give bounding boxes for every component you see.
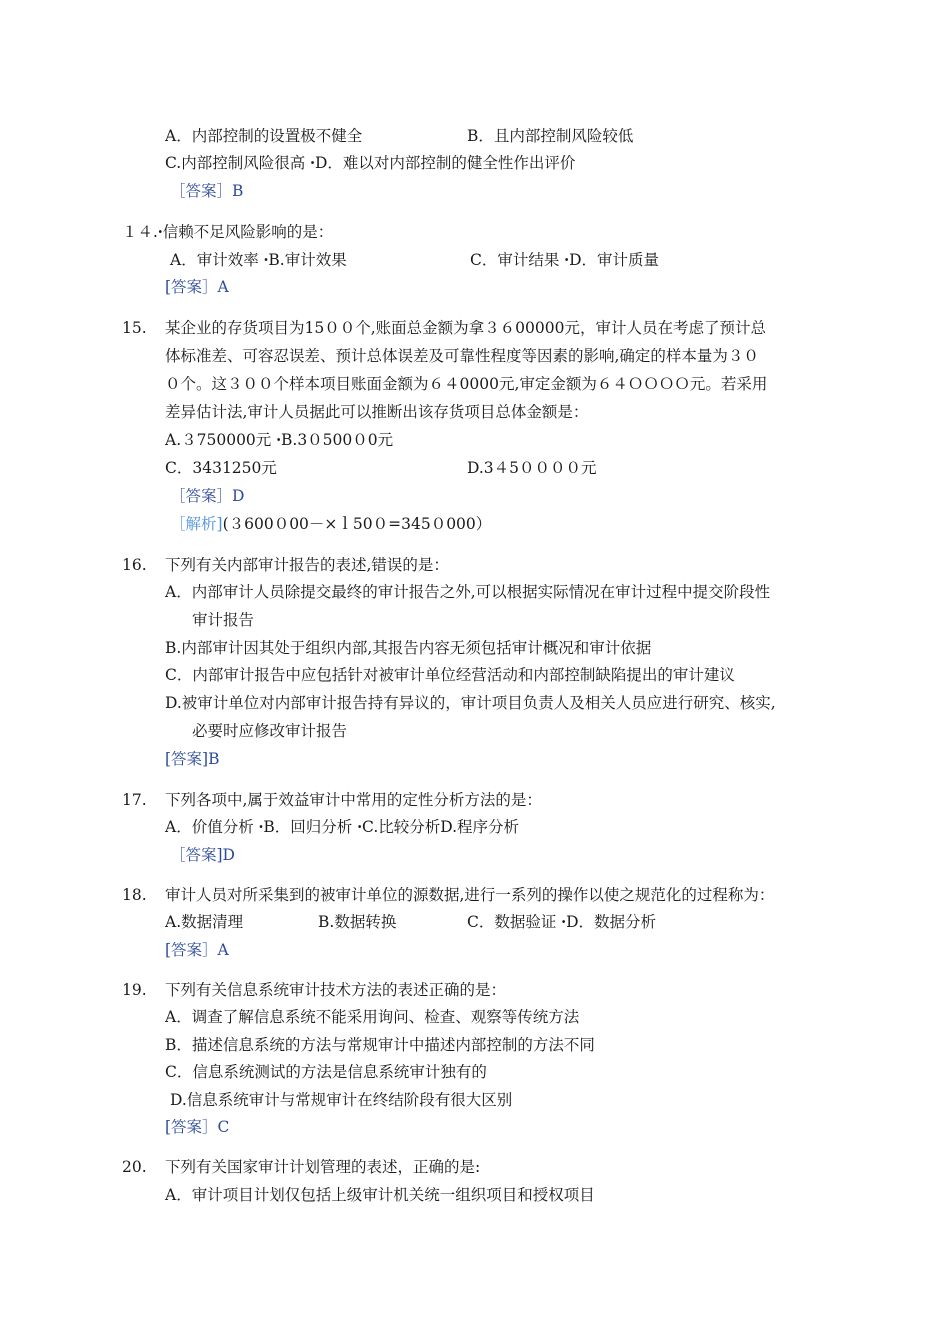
q16-option-c: C．内部审计报告中应包括针对被审计单位经营活动和内部控制缺陷提出的审计建议 [165,666,735,684]
q16-option-d-line-1: D.被审计单位对内部审计报告持有异议的，审计项目负责人及相关人员应进行研究、核实, [165,694,776,712]
q17-answer: ［答案]D [170,846,235,864]
q15-answer: ［答案］D [170,487,245,505]
q13-option-cd: C.内部控制风险很高 ꞏD．难以对内部控制的健全性作出评价 [165,154,576,172]
q16-option-b: B.内部审计因其处于组织内部,其报告内容无须包括审计概况和审计依据 [165,639,652,657]
q15-analysis [170,514,491,534]
q19-option-c: C．信息系统测试的方法是信息系统审计独有的 [165,1063,487,1081]
q16-option-a-line-2: 审计报告 [192,611,255,629]
q15-analysis-text: (３600０00－×ｌ50０=345０000） [222,515,492,533]
q15-stem-line-1: 某企业的存货项目为15００个,账面总金额为拿３６00000元，审计人员在考虑了预计总 [165,319,766,337]
q18-answer: [答案］A [165,941,229,959]
q17-stem: 下列各项中,属于效益审计中常用的定性分析方法的是： [165,791,542,809]
q14-option-ab: A．审计效率 ꞏB.审计效果 [170,251,347,269]
q15-option-d: D.3４5００００元 [467,459,597,477]
q13-option-a: A．内部控制的设置极不健全 [165,127,363,145]
q20-number: 20. [122,1158,147,1176]
q14-option-cd: C．审计结果 ꞏD．审计质量 [470,251,660,269]
q15-stem-line-3: ０个。这３００个样本项目账面金额为６４0000元,审定金额为６４ＯＯＯＯ元。若采用 [165,375,768,393]
q16-number: 16. [122,556,147,574]
q18-stem: 审计人员对所采集到的被审计单位的源数据,进行一系列的操作以使之规范化的过程称为： [165,886,775,904]
q18-option-b: B.数据转换 [318,913,397,931]
q13-answer: ［答案］B [170,182,244,200]
q15-analysis-label: ［解析] [170,515,223,533]
q15-stem-line-2: 体标准差、可容忍误差、预计总体误差及可靠性程度等因素的影响,确定的样本量为３０ [165,347,759,365]
q17-options: A．价值分析 ꞏB．回归分析 ꞏC.比较分析D.程序分析 [165,818,520,836]
q20-option-a: A．审计项目计划仅包括上级审计机关统一组织项目和授权项目 [165,1186,595,1204]
q19-option-a: A．调查了解信息系统不能采用询问、检查、观察等传统方法 [165,1008,580,1026]
q19-number: 19. [122,981,147,999]
q15-stem-line-4: 差异估计法,审计人员据此可以推断出该存货项目总体金额是： [165,403,589,421]
q14-answer: [答案］A [165,278,229,296]
q13-option-b: B．且内部控制风险较低 [467,127,634,145]
q18-number: 18. [122,886,147,904]
q19-option-b: B．描述信息系统的方法与常规审计中描述内部控制的方法不同 [165,1036,595,1054]
q20-stem: 下列有关国家审计计划管理的表述，正确的是: [165,1158,481,1176]
q16-option-d-line-2: 必要时应修改审计报告 [192,722,348,740]
q15-option-ab: A.３750000元 ꞏB.3０500０0元 [165,431,394,449]
q17-number: 17. [122,791,147,809]
q14-stem: １４.ꞏ信赖不足风险影响的是： [122,223,334,241]
q18-option-cd: C．数据验证 ꞏD．数据分析 [467,913,657,931]
q16-answer: [答案]B [165,750,220,768]
q19-stem: 下列有关信息系统审计技术方法的表述正确的是： [165,981,507,999]
q19-option-d: D.信息系统审计与常规审计在终结阶段有很大区别 [170,1091,513,1109]
q19-answer: [答案］C [165,1118,230,1136]
q16-option-a-line-1: A．内部审计人员除提交最终的审计报告之外,可以根据实际情况在审计过程中提交阶段性 [165,583,771,601]
q15-number: 15. [122,319,147,337]
q16-stem: 下列有关内部审计报告的表述,错误的是： [165,556,449,574]
q15-option-c: C．3431250元 [165,459,277,477]
q18-option-a: A.数据清理 [165,913,244,931]
